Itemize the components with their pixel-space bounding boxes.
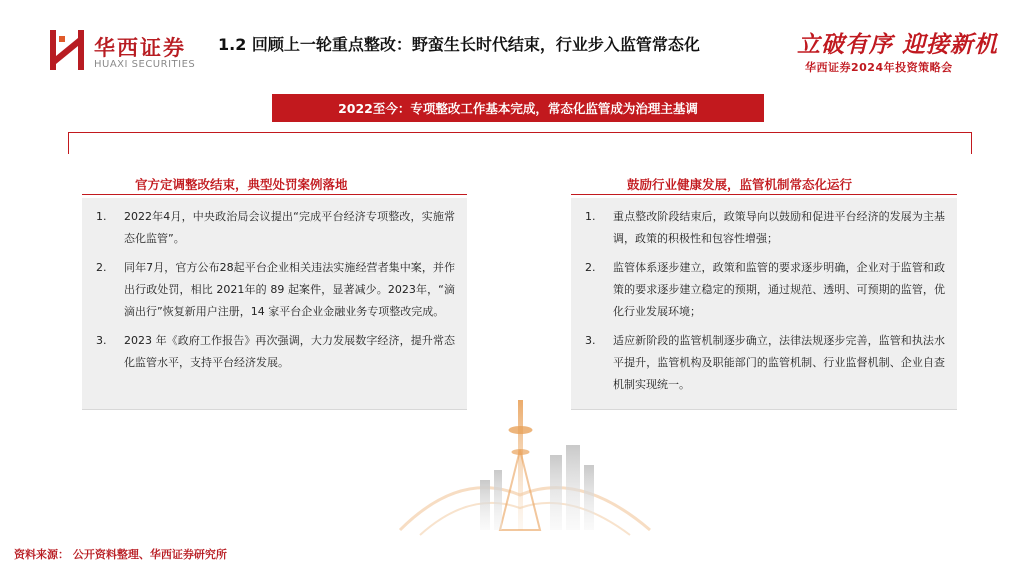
bracket-divider bbox=[68, 132, 972, 154]
list-item-number: 2. bbox=[96, 261, 107, 274]
list-item bbox=[585, 206, 945, 250]
list-item bbox=[96, 330, 455, 374]
list-item-text: 适应新阶段的监管机制逐步确立，法律法规逐步完善，监管和执法水平提升，监管机构及职能部门的监管机制、行业监督机制、企业自查机制实现统一。 bbox=[613, 334, 945, 391]
list-item-number: 3. bbox=[585, 334, 596, 347]
right-list bbox=[585, 206, 945, 396]
list-item-text: 2023 年《政府工作报告》再次强调，大力发展数字经济，提升常态化监管水平，支持平台经济发展。 bbox=[124, 334, 455, 369]
slogan-subtitle: 华西证券2024年投资策略会 bbox=[805, 61, 953, 74]
list-item-number: 1. bbox=[585, 210, 596, 223]
list-item-text: 同年7月，官方公布28起平台企业相关违法实施经营者集中案，并作出行政处罚，相比 2021年的 89 起案件，显著减少。2023年，“滴滴出行”恢复新用户注册，14 家平台企业金融业务专项整改完成。 bbox=[124, 261, 455, 318]
list-item-number: 1. bbox=[96, 210, 107, 223]
period-banner bbox=[272, 94, 764, 122]
right-content-box bbox=[571, 198, 957, 410]
list-item-number: 3. bbox=[96, 334, 107, 347]
left-heading-underline bbox=[82, 194, 467, 195]
period-banner-text: 2022至今：专项整改工作基本完成，常态化监管成为治理主基调 bbox=[338, 101, 698, 116]
list-item bbox=[96, 257, 455, 323]
list-item-text: 2022年4月，中央政治局会议提出“完成平台经济专项整改，实施常态化监管”。 bbox=[124, 210, 455, 245]
left-column-heading: 官方定调整改结束，典型处罚案例落地 bbox=[135, 177, 348, 192]
left-content-box bbox=[82, 198, 467, 410]
list-item bbox=[585, 257, 945, 323]
right-column-heading: 鼓励行业健康发展，监管机制常态化运行 bbox=[627, 177, 853, 192]
slide-title: 1.2 回顾上一轮重点整改：野蛮生长时代结束，行业步入监管常态化 bbox=[218, 35, 700, 54]
logo-english-name: HUAXI SECURITIES bbox=[94, 59, 196, 70]
list-item-text: 监管体系逐步建立，政策和监管的要求逐步明确，企业对于监管和政策的要求逐步建立稳定的预期，通过规范、透明、可预期的监管，优化行业发展环境； bbox=[613, 261, 945, 318]
logo-chinese-name: 华西证券 bbox=[94, 36, 186, 60]
slogan: 立破有序 迎接新机 bbox=[797, 31, 999, 58]
list-item-number: 2. bbox=[585, 261, 596, 274]
source-footnote: 资料来源： 公开资料整理、华西证券研究所 bbox=[14, 548, 227, 561]
company-logo bbox=[50, 30, 220, 75]
list-item bbox=[585, 330, 945, 396]
city-skyline-illustration bbox=[390, 390, 660, 540]
list-item bbox=[96, 206, 455, 250]
right-heading-underline bbox=[571, 194, 957, 195]
left-list bbox=[96, 206, 455, 374]
huaxi-logo-icon bbox=[50, 30, 84, 70]
list-item-text: 重点整改阶段结束后，政策导向以鼓励和促进平台经济的发展为主基调，政策的积极性和包容性增强； bbox=[613, 210, 945, 245]
